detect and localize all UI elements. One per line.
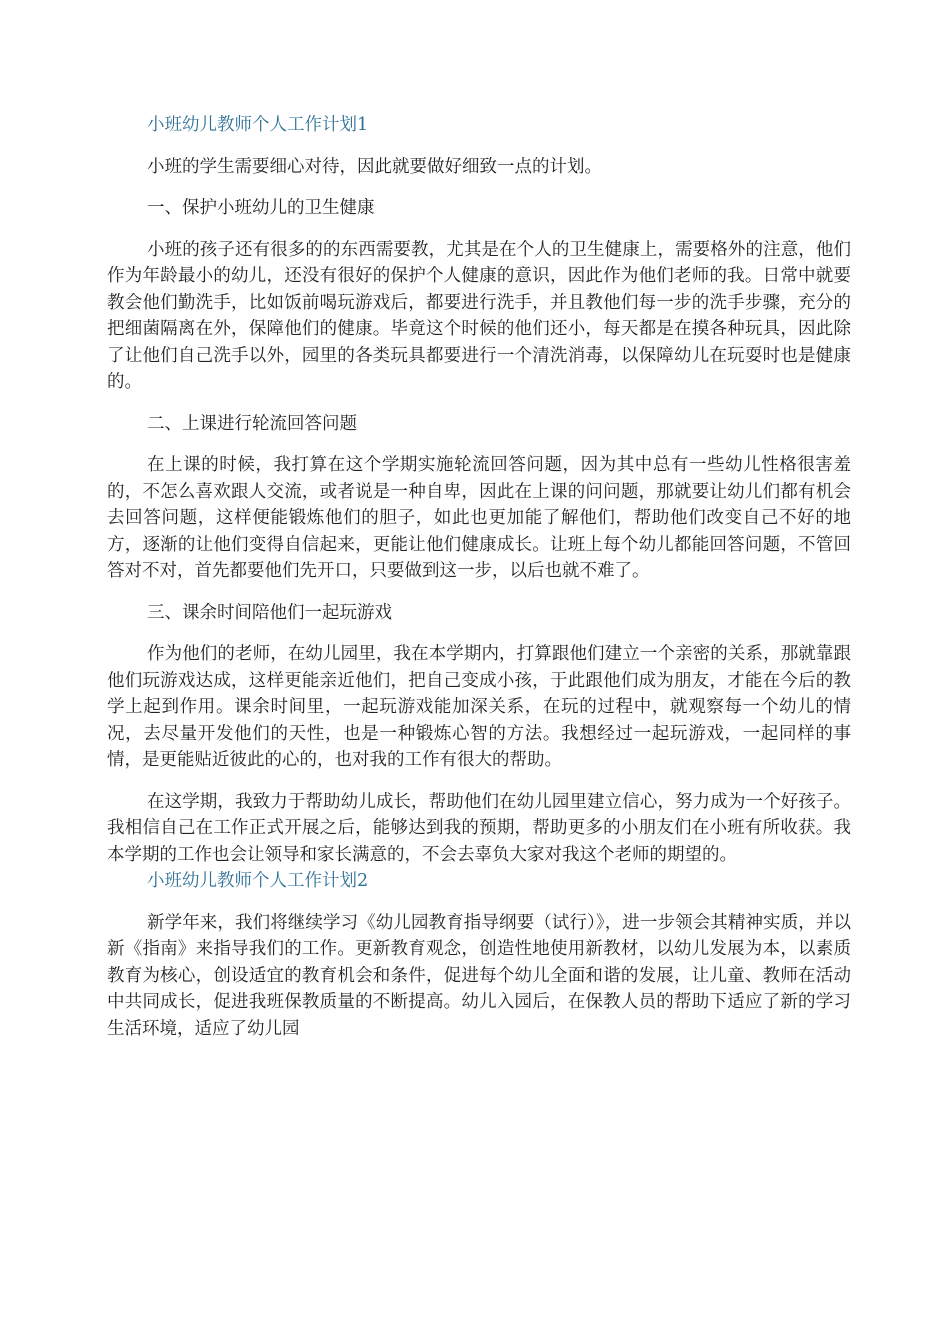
document-body bbox=[107, 112, 851, 1042]
subheading: 三、课余时间陪他们一起玩游戏 bbox=[147, 602, 392, 623]
paragraph: 在这学期，我致力于帮助幼儿成长，帮助他们在幼儿园里建立信心，努力成为一个好孩子。我相信自己在工作正式开展之后，能够达到我的预期，帮助更多的小朋友们在小班有所收获。我本学期的工作也会让领导和家长满意的，不会去辜负大家对我这个老师的期望的。 bbox=[107, 791, 851, 865]
paragraph: 小班的孩子还有很多的的东西需要教，尤其是在个人的卫生健康上，需要格外的注意，他们作为年龄最小的幼儿，还没有很好的保护个人健康的意识，因此作为他们老师的我。日常中就要教会他们勤洗手，比如饭前喝玩游戏后，都要进行洗手，并且教他们每一步的洗手步骤，充分的把细菌隔离在外，保障他们的健康。毕竟这个时候的他们还小，每天都是在摸各种玩具，因此除了让他们自己洗手以外，园里的各类玩具都要进行一个清洗消毒，以保障幼儿在玩耍时也是健康的。 bbox=[107, 239, 851, 392]
paragraph: 小班的学生需要细心对待，因此就要做好细致一点的计划。 bbox=[147, 156, 602, 177]
section-heading: 小班幼儿教师个人工作计划2 bbox=[147, 871, 369, 891]
subheading: 二、上课进行轮流回答问题 bbox=[147, 413, 357, 434]
section-2 bbox=[107, 868, 851, 1042]
paragraph: 新学年来，我们将继续学习《幼儿园教育指导纲要（试行）》，进一步领会其精神实质，并以新《指南》来指导我们的工作。更新教育观念，创造性地使用新教材，以幼儿发展为本，以素质教育为核心，创设适宜的教育机会和条件，促进每个幼儿全面和谐的发展，让儿童、教师在活动中共同成长，促进我班保教质量的不断提高。幼儿入园后，在保教人员的帮助下适应了新的学习生活环境，适应了幼儿园 bbox=[107, 912, 851, 1039]
section-1 bbox=[107, 112, 851, 868]
subheading: 一、保护小班幼儿的卫生健康 bbox=[147, 198, 375, 218]
section-heading: 小班幼儿教师个人工作计划1 bbox=[147, 115, 369, 135]
paragraph: 作为他们的老师，在幼儿园里，我在本学期内，打算跟他们建立一个亲密的关系，那就靠跟他们玩游戏达成，这样更能亲近他们，把自己变成小孩，于此跟他们成为朋友，才能在今后的教学上起到作用。课余时间里，一起玩游戏能加深关系，在玩的过程中，就观察每一个幼儿的情况，去尽量开发他们的天性，也是一种锻炼心智的方法。我想经过一起玩游戏，一起同样的事情，是更能贴近彼此的心的，也对我的工作有很大的帮助。 bbox=[107, 644, 851, 770]
paragraph: 在上课的时候，我打算在这个学期实施轮流回答问题，因为其中总有一些幼儿性格很害羞的，不怎么喜欢跟人交流，或者说是一种自卑，因此在上课的问问题，那就要让幼儿们都有机会去回答问题，这样便能锻炼他们的胆子，如此也更加能了解他们，帮助他们改变自己不好的地方，逐渐的让他们变得自信起来，更能让他们健康成长。让班上每个幼儿都能回答问题，不管回答对不对，首先都要他们先开口，只要做到这一步，以后也就不难了。 bbox=[107, 455, 851, 581]
